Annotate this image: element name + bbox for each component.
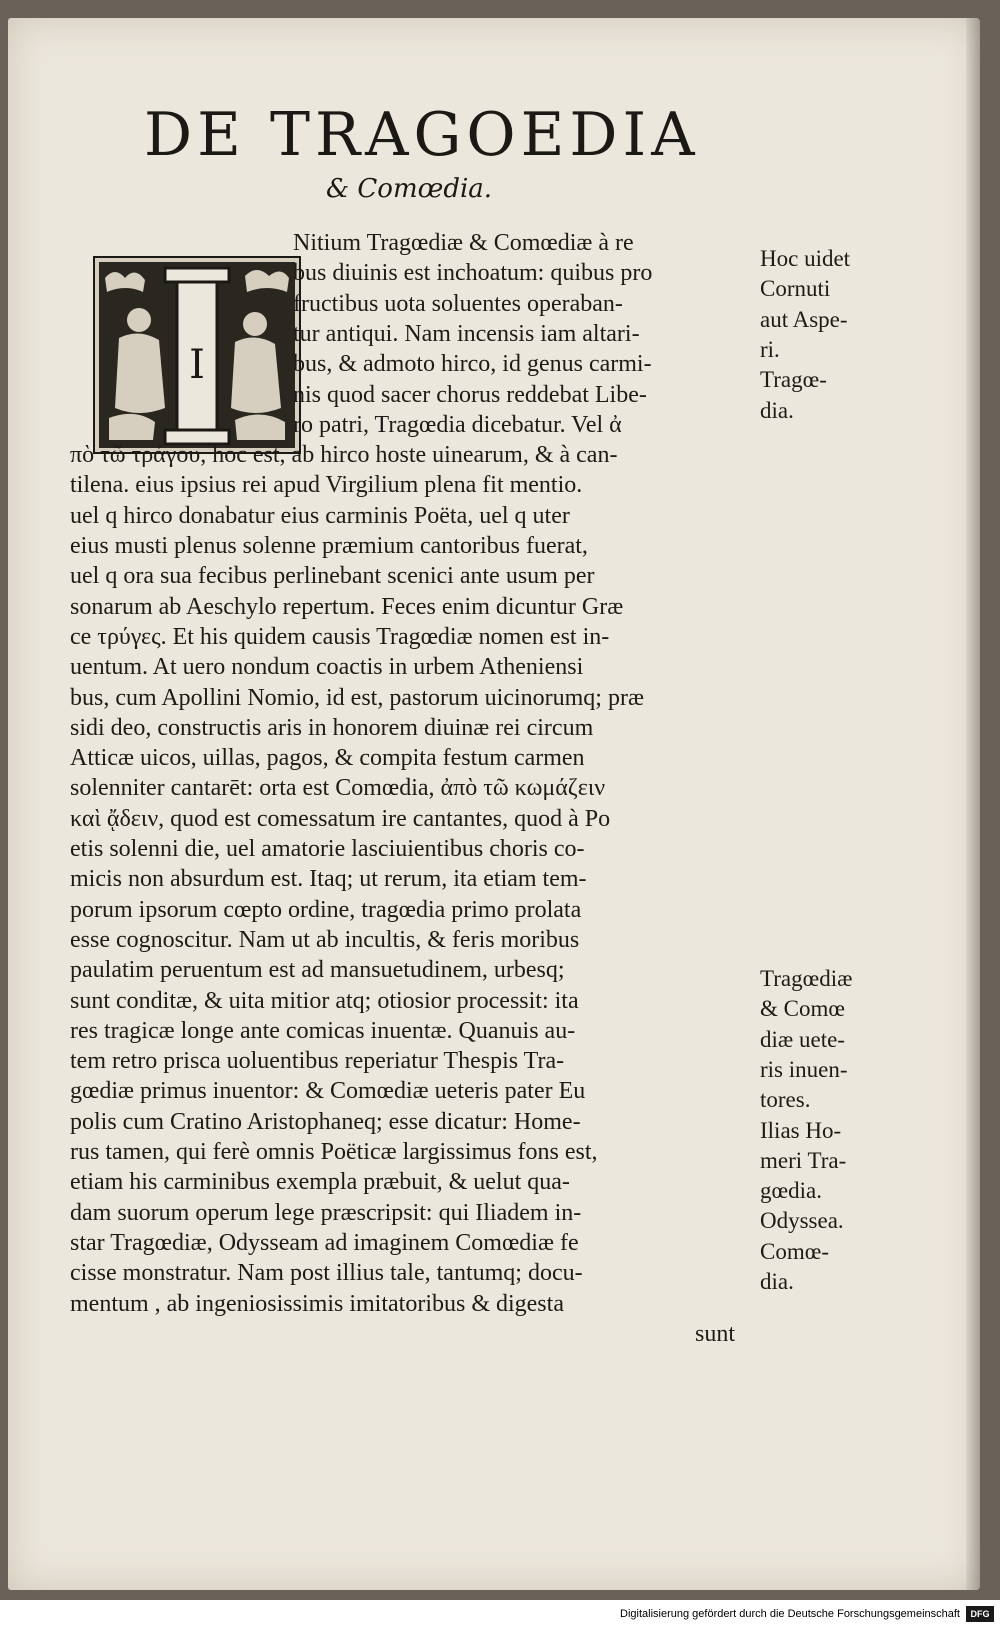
margin-note-line: ris inuen- [760, 1056, 848, 1082]
text-line: polis cum Cratino Aristophaneq; esse dicatur: Home- [70, 1108, 581, 1135]
margin-note-line: meri Tra- [760, 1147, 847, 1173]
margin-note-line: aut Aspe- [760, 306, 848, 332]
book-page [8, 18, 980, 1590]
text-line: bus, cum Apollini Nomio, id est, pastorum uicinorumq; præ [70, 684, 644, 711]
text-line: bus diuinis est inchoatum: quibus pro [293, 260, 653, 287]
margin-note-line: Odyssea. [760, 1208, 844, 1234]
text-line: gœdiæ primus inuentor: & Comœdiæ ueteris pater Eu [70, 1078, 586, 1105]
footer-bar [0, 1600, 1000, 1631]
margin-note-line: Tragœdiæ [760, 966, 853, 991]
text-line: micis non absurdum est. Itaq; ut rerum, ita etiam tem- [70, 866, 587, 893]
text-line: mentum , ab ingeniosissimis imitatoribus & digesta [70, 1290, 564, 1317]
text-line: etiam his carminibus exempla præbuit, & uelut qua- [70, 1169, 570, 1196]
text-line: Atticæ uicos, uillas, pagos, & compita festum carmen [70, 745, 585, 772]
footer-credit: Digitalisierung gefördert durch die Deutsche Forschungsgemeinschaft [620, 1608, 960, 1620]
text-line: star Tragœdiæ, Odysseam ad imaginem Comœdiæ fe [70, 1229, 579, 1256]
text-line: rus tamen, qui ferè omnis Poëticæ largissimus fons est, [70, 1139, 598, 1165]
text-line: sidi deo, constructis aris in honorem diuinæ rei circum [70, 714, 594, 741]
margin-note-line: dia. [760, 397, 794, 423]
margin-note-line: Tragœ- [760, 367, 827, 393]
text-line: porum ipsorum cœpto ordine, tragœdia primo prolata [70, 896, 582, 923]
text-line: sonarum ab Aeschylo repertum. Feces enim dicuntur Græ [70, 593, 624, 620]
text-line: uentum. At uero nondum coactis in urbem Atheniensi [70, 654, 584, 681]
text-line: uel q hirco donabatur eius carminis Poëta, uel q uter [70, 502, 570, 529]
text-line: καὶ ᾄδειν, quod est comessatum ire cantantes, quod à Po [70, 805, 611, 832]
text-line: Nitium Tragœdiæ & Comœdiæ à re [293, 230, 634, 256]
text-line: paulatim peruentum est ad mansuetudinem, urbesq; [70, 957, 565, 984]
page-subtitle: & Comœdia. [326, 174, 493, 204]
margin-note-line: diæ uete- [760, 1026, 845, 1052]
margin-note-line: & Comœ [760, 996, 845, 1022]
text-line: res tragicæ longe ante comicas inuentæ. Quanuis au- [70, 1017, 576, 1044]
text-line: nis quod sacer chorus reddebat Libe- [293, 381, 647, 408]
text-line: bus, & admoto hirco, id genus carmi- [293, 351, 652, 378]
text-line: tem retro prisca uoluentibus reperiatur Thespis Tra- [70, 1048, 565, 1075]
text-line: etis solenni die, uel amatorie lasciuientibus choris co- [70, 836, 585, 862]
initial-letter-glyph: I [189, 342, 205, 388]
page-edge-shadow [966, 18, 980, 1590]
text-line: ce τρύγες. Et his quidem causis Tragœdiæ nomen est in- [70, 623, 610, 650]
text-line: tilena. eius ipsius rei apud Virgilium plena fit mentio. [70, 472, 583, 499]
margin-note-line: gœdia. [760, 1178, 822, 1204]
decorated-initial-letter [93, 256, 301, 454]
page-title: DE TRAGOEDIA [144, 100, 700, 170]
text-line: uel q ora sua fecibus perlinebant scenici ante usum per [70, 563, 595, 590]
text-line: ro patri, Tragœdia dicebatur. Vel ἀ [293, 411, 622, 438]
text-line: πὸ τῶ τράγου, hoc est, ab hirco hoste uinearum, & à can- [70, 442, 618, 469]
text-line: sunt [695, 1320, 736, 1347]
text-line: esse cognoscitur. Nam ut ab incultis, & feris moribus [70, 926, 580, 953]
margin-note-line: ri. [760, 336, 780, 362]
text-line: eius musti plenus solenne præmium cantoribus fuerat, [70, 533, 588, 559]
margin-note-line: Ilias Ho- [760, 1117, 842, 1143]
margin-note-line: tores. [760, 1087, 811, 1113]
margin-note-line: Comœ- [760, 1238, 829, 1264]
text-line: cisse monstratur. Nam post illius tale, tantumq; docu- [70, 1260, 583, 1287]
margin-note-line: Hoc uidet [760, 246, 851, 271]
dfg-logo: DFG [966, 1606, 994, 1622]
text-line: tur antiqui. Nam incensis iam altari- [293, 320, 640, 347]
text-line: dam suorum operum lege præscripsit: qui Iliadem in- [70, 1199, 582, 1226]
text-line: fructibus uota soluentes operaban- [293, 290, 623, 317]
woodcut-initial-image [95, 258, 299, 452]
margin-note-line: dia. [760, 1269, 794, 1294]
margin-note-line: Cornuti [760, 276, 831, 302]
text-line: sunt conditæ, & uita mitior atq; otiosior processit: ita [70, 987, 579, 1014]
text-line: solenniter cantarēt: orta est Comœdia, ἀπὸ τῶ κωμάζειν [70, 775, 606, 802]
